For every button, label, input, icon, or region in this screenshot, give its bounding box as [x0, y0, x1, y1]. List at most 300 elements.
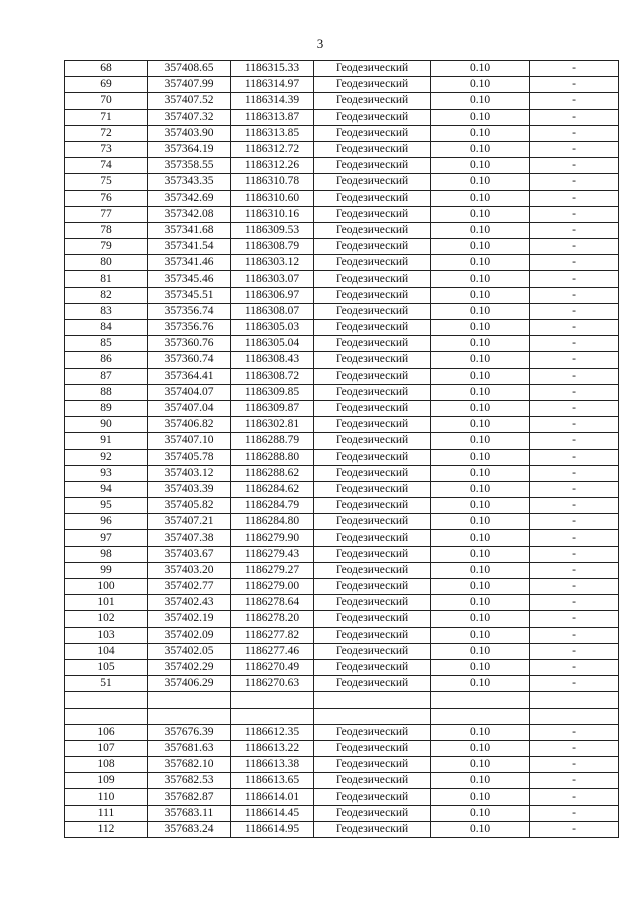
y-coordinate-cell: 1186270.63: [231, 676, 314, 692]
table-row: [65, 676, 619, 692]
x-coordinate-cell: 357682.53: [148, 773, 231, 789]
precision-cell: 0.10: [431, 611, 530, 627]
description-cell: -: [530, 579, 619, 595]
method-cell: Геодезический: [314, 141, 431, 157]
description-cell: -: [530, 368, 619, 384]
point-number-cell: 70: [65, 93, 148, 109]
precision-cell: 0.10: [431, 109, 530, 125]
point-number-cell: 72: [65, 125, 148, 141]
precision-cell: 0.10: [431, 659, 530, 675]
y-coordinate-cell: 1186303.07: [231, 271, 314, 287]
point-number-cell: 90: [65, 417, 148, 433]
y-coordinate-cell: 1186309.53: [231, 222, 314, 238]
description-cell: -: [530, 61, 619, 77]
x-coordinate-cell: 357403.12: [148, 465, 231, 481]
table-row: [65, 740, 619, 756]
precision-cell: 0.10: [431, 740, 530, 756]
x-coordinate-cell: 357342.08: [148, 206, 231, 222]
method-cell: Геодезический: [314, 61, 431, 77]
table-row: [65, 206, 619, 222]
point-number-cell: 105: [65, 659, 148, 675]
method-cell: Геодезический: [314, 109, 431, 125]
method-cell: Геодезический: [314, 271, 431, 287]
point-number-cell: 74: [65, 158, 148, 174]
table-row: [65, 530, 619, 546]
y-coordinate-cell: 1186303.12: [231, 255, 314, 271]
description-cell: -: [530, 433, 619, 449]
x-coordinate-cell: 357360.76: [148, 336, 231, 352]
description-cell: -: [530, 174, 619, 190]
x-coordinate-cell: 357407.21: [148, 514, 231, 530]
description-cell: -: [530, 611, 619, 627]
point-number-cell: 69: [65, 77, 148, 93]
method-cell: Геодезический: [314, 773, 431, 789]
table-row: [65, 789, 619, 805]
x-coordinate-cell: 357407.32: [148, 109, 231, 125]
method-cell: Геодезический: [314, 481, 431, 497]
point-number-cell: 71: [65, 109, 148, 125]
table-row: [65, 611, 619, 627]
empty-cell: [65, 692, 148, 708]
x-coordinate-cell: 357356.74: [148, 303, 231, 319]
y-coordinate-cell: 1186312.26: [231, 158, 314, 174]
table-row: [65, 724, 619, 740]
point-number-cell: 79: [65, 239, 148, 255]
method-cell: Геодезический: [314, 805, 431, 821]
table-row: [65, 433, 619, 449]
table-row: [65, 141, 619, 157]
table-row: [65, 595, 619, 611]
description-cell: -: [530, 740, 619, 756]
point-number-cell: 88: [65, 384, 148, 400]
table-row: [65, 821, 619, 837]
y-coordinate-cell: 1186309.85: [231, 384, 314, 400]
method-cell: Геодезический: [314, 174, 431, 190]
empty-cell: [231, 708, 314, 724]
table-row: [65, 336, 619, 352]
empty-cell: [148, 708, 231, 724]
precision-cell: 0.10: [431, 433, 530, 449]
point-number-cell: 110: [65, 789, 148, 805]
y-coordinate-cell: 1186306.97: [231, 287, 314, 303]
point-number-cell: 93: [65, 465, 148, 481]
x-coordinate-cell: 357407.99: [148, 77, 231, 93]
description-cell: -: [530, 287, 619, 303]
point-number-cell: 95: [65, 498, 148, 514]
y-coordinate-cell: 1186613.65: [231, 773, 314, 789]
precision-cell: 0.10: [431, 724, 530, 740]
y-coordinate-cell: 1186279.43: [231, 546, 314, 562]
method-cell: Геодезический: [314, 498, 431, 514]
x-coordinate-cell: 357682.10: [148, 757, 231, 773]
x-coordinate-cell: 357407.38: [148, 530, 231, 546]
y-coordinate-cell: 1186308.07: [231, 303, 314, 319]
precision-cell: 0.10: [431, 627, 530, 643]
point-number-cell: 84: [65, 320, 148, 336]
x-coordinate-cell: 357402.09: [148, 627, 231, 643]
precision-cell: 0.10: [431, 595, 530, 611]
precision-cell: 0.10: [431, 481, 530, 497]
method-cell: Геодезический: [314, 125, 431, 141]
description-cell: -: [530, 109, 619, 125]
y-coordinate-cell: 1186309.87: [231, 400, 314, 416]
point-number-cell: 76: [65, 190, 148, 206]
description-cell: -: [530, 724, 619, 740]
precision-cell: 0.10: [431, 141, 530, 157]
point-number-cell: 108: [65, 757, 148, 773]
y-coordinate-cell: 1186612.35: [231, 724, 314, 740]
description-cell: -: [530, 562, 619, 578]
y-coordinate-cell: 1186313.87: [231, 109, 314, 125]
point-number-cell: 78: [65, 222, 148, 238]
precision-cell: 0.10: [431, 773, 530, 789]
description-cell: -: [530, 514, 619, 530]
table-row: [65, 546, 619, 562]
method-cell: Геодезический: [314, 757, 431, 773]
precision-cell: 0.10: [431, 158, 530, 174]
table-row: [65, 449, 619, 465]
y-coordinate-cell: 1186270.49: [231, 659, 314, 675]
table-row: [65, 77, 619, 93]
x-coordinate-cell: 357406.82: [148, 417, 231, 433]
y-coordinate-cell: 1186614.45: [231, 805, 314, 821]
empty-cell: [148, 692, 231, 708]
method-cell: Геодезический: [314, 352, 431, 368]
precision-cell: 0.10: [431, 77, 530, 93]
method-cell: Геодезический: [314, 724, 431, 740]
method-cell: Геодезический: [314, 239, 431, 255]
y-coordinate-cell: 1186284.80: [231, 514, 314, 530]
x-coordinate-cell: 357403.20: [148, 562, 231, 578]
method-cell: Геодезический: [314, 514, 431, 530]
description-cell: -: [530, 222, 619, 238]
x-coordinate-cell: 357341.54: [148, 239, 231, 255]
table-row: [65, 271, 619, 287]
description-cell: -: [530, 239, 619, 255]
table-row: [65, 255, 619, 271]
precision-cell: 0.10: [431, 562, 530, 578]
method-cell: Геодезический: [314, 384, 431, 400]
point-number-cell: 97: [65, 530, 148, 546]
point-number-cell: 68: [65, 61, 148, 77]
point-number-cell: 87: [65, 368, 148, 384]
x-coordinate-cell: 357405.82: [148, 498, 231, 514]
y-coordinate-cell: 1186302.81: [231, 417, 314, 433]
description-cell: -: [530, 773, 619, 789]
empty-row: [65, 692, 619, 708]
y-coordinate-cell: 1186278.64: [231, 595, 314, 611]
description-cell: -: [530, 125, 619, 141]
precision-cell: 0.10: [431, 465, 530, 481]
description-cell: -: [530, 449, 619, 465]
point-number-cell: 89: [65, 400, 148, 416]
method-cell: Геодезический: [314, 93, 431, 109]
y-coordinate-cell: 1186613.38: [231, 757, 314, 773]
table-row: [65, 109, 619, 125]
description-cell: -: [530, 190, 619, 206]
precision-cell: 0.10: [431, 546, 530, 562]
method-cell: Геодезический: [314, 222, 431, 238]
method-cell: Геодезический: [314, 643, 431, 659]
description-cell: -: [530, 255, 619, 271]
point-number-cell: 111: [65, 805, 148, 821]
point-number-cell: 103: [65, 627, 148, 643]
precision-cell: 0.10: [431, 530, 530, 546]
precision-cell: 0.10: [431, 498, 530, 514]
x-coordinate-cell: 357406.29: [148, 676, 231, 692]
precision-cell: 0.10: [431, 579, 530, 595]
description-cell: -: [530, 481, 619, 497]
description-cell: -: [530, 77, 619, 93]
point-number-cell: 99: [65, 562, 148, 578]
table-row: [65, 465, 619, 481]
point-number-cell: 101: [65, 595, 148, 611]
point-number-cell: 96: [65, 514, 148, 530]
point-number-cell: 109: [65, 773, 148, 789]
precision-cell: 0.10: [431, 93, 530, 109]
y-coordinate-cell: 1186314.97: [231, 77, 314, 93]
point-number-cell: 75: [65, 174, 148, 190]
table-row: [65, 481, 619, 497]
table-row: [65, 400, 619, 416]
precision-cell: 0.10: [431, 449, 530, 465]
point-number-cell: 85: [65, 336, 148, 352]
description-cell: -: [530, 303, 619, 319]
y-coordinate-cell: 1186279.00: [231, 579, 314, 595]
precision-cell: 0.10: [431, 61, 530, 77]
description-cell: -: [530, 659, 619, 675]
precision-cell: 0.10: [431, 174, 530, 190]
precision-cell: 0.10: [431, 320, 530, 336]
table-row: [65, 320, 619, 336]
point-number-cell: 104: [65, 643, 148, 659]
method-cell: Геодезический: [314, 287, 431, 303]
table-row: [65, 158, 619, 174]
y-coordinate-cell: 1186313.85: [231, 125, 314, 141]
method-cell: Геодезический: [314, 417, 431, 433]
x-coordinate-cell: 357682.87: [148, 789, 231, 805]
y-coordinate-cell: 1186288.62: [231, 465, 314, 481]
precision-cell: 0.10: [431, 643, 530, 659]
x-coordinate-cell: 357341.68: [148, 222, 231, 238]
empty-cell: [231, 692, 314, 708]
description-cell: -: [530, 465, 619, 481]
precision-cell: 0.10: [431, 368, 530, 384]
y-coordinate-cell: 1186308.43: [231, 352, 314, 368]
table-row: [65, 287, 619, 303]
precision-cell: 0.10: [431, 514, 530, 530]
precision-cell: 0.10: [431, 222, 530, 238]
page-number: 3: [316, 36, 324, 51]
method-cell: Геодезический: [314, 336, 431, 352]
method-cell: Геодезический: [314, 821, 431, 837]
table-row: [65, 579, 619, 595]
x-coordinate-cell: 357681.63: [148, 740, 231, 756]
point-number-cell: 106: [65, 724, 148, 740]
y-coordinate-cell: 1186310.16: [231, 206, 314, 222]
method-cell: Геодезический: [314, 77, 431, 93]
point-number-cell: 102: [65, 611, 148, 627]
y-coordinate-cell: 1186277.46: [231, 643, 314, 659]
description-cell: -: [530, 530, 619, 546]
y-coordinate-cell: 1186277.82: [231, 627, 314, 643]
description-cell: -: [530, 546, 619, 562]
table-row: [65, 352, 619, 368]
precision-cell: 0.10: [431, 190, 530, 206]
description-cell: -: [530, 757, 619, 773]
description-cell: -: [530, 627, 619, 643]
description-cell: -: [530, 352, 619, 368]
table-row: [65, 222, 619, 238]
y-coordinate-cell: 1186305.03: [231, 320, 314, 336]
table-row: [65, 659, 619, 675]
method-cell: Геодезический: [314, 627, 431, 643]
y-coordinate-cell: 1186614.95: [231, 821, 314, 837]
point-number-cell: 112: [65, 821, 148, 837]
description-cell: -: [530, 141, 619, 157]
method-cell: Геодезический: [314, 740, 431, 756]
point-number-cell: 73: [65, 141, 148, 157]
x-coordinate-cell: 357408.65: [148, 61, 231, 77]
table-row: [65, 562, 619, 578]
table-row: [65, 627, 619, 643]
method-cell: Геодезический: [314, 465, 431, 481]
empty-cell: [314, 708, 431, 724]
empty-cell: [431, 692, 530, 708]
description-cell: -: [530, 643, 619, 659]
empty-cell: [431, 708, 530, 724]
method-cell: Геодезический: [314, 303, 431, 319]
precision-cell: 0.10: [431, 271, 530, 287]
x-coordinate-cell: 357343.35: [148, 174, 231, 190]
x-coordinate-cell: 357402.43: [148, 595, 231, 611]
precision-cell: 0.10: [431, 789, 530, 805]
point-number-cell: 51: [65, 676, 148, 692]
table-row: [65, 384, 619, 400]
point-number-cell: 82: [65, 287, 148, 303]
table-row: [65, 514, 619, 530]
x-coordinate-cell: 357402.05: [148, 643, 231, 659]
x-coordinate-cell: 357402.19: [148, 611, 231, 627]
x-coordinate-cell: 357405.78: [148, 449, 231, 465]
description-cell: -: [530, 384, 619, 400]
description-cell: -: [530, 206, 619, 222]
x-coordinate-cell: 357345.46: [148, 271, 231, 287]
method-cell: Геодезический: [314, 579, 431, 595]
point-number-cell: 83: [65, 303, 148, 319]
precision-cell: 0.10: [431, 303, 530, 319]
x-coordinate-cell: 357358.55: [148, 158, 231, 174]
table-row: [65, 757, 619, 773]
description-cell: -: [530, 400, 619, 416]
x-coordinate-cell: 357404.07: [148, 384, 231, 400]
method-cell: Геодезический: [314, 255, 431, 271]
point-number-cell: 80: [65, 255, 148, 271]
x-coordinate-cell: 357364.41: [148, 368, 231, 384]
precision-cell: 0.10: [431, 417, 530, 433]
precision-cell: 0.10: [431, 352, 530, 368]
x-coordinate-cell: 357407.04: [148, 400, 231, 416]
precision-cell: 0.10: [431, 336, 530, 352]
y-coordinate-cell: 1186314.39: [231, 93, 314, 109]
y-coordinate-cell: 1186308.79: [231, 239, 314, 255]
precision-cell: 0.10: [431, 676, 530, 692]
description-cell: -: [530, 821, 619, 837]
x-coordinate-cell: 357364.19: [148, 141, 231, 157]
precision-cell: 0.10: [431, 400, 530, 416]
y-coordinate-cell: 1186315.33: [231, 61, 314, 77]
x-coordinate-cell: 357407.10: [148, 433, 231, 449]
table-row: [65, 643, 619, 659]
precision-cell: 0.10: [431, 255, 530, 271]
method-cell: Геодезический: [314, 190, 431, 206]
description-cell: -: [530, 320, 619, 336]
table-row: [65, 368, 619, 384]
point-number-cell: 94: [65, 481, 148, 497]
description-cell: -: [530, 158, 619, 174]
precision-cell: 0.10: [431, 125, 530, 141]
y-coordinate-cell: 1186308.72: [231, 368, 314, 384]
method-cell: Геодезический: [314, 659, 431, 675]
description-cell: -: [530, 595, 619, 611]
description-cell: -: [530, 271, 619, 287]
method-cell: Геодезический: [314, 433, 431, 449]
table-row: [65, 417, 619, 433]
y-coordinate-cell: 1186310.60: [231, 190, 314, 206]
empty-cell: [530, 692, 619, 708]
x-coordinate-cell: 357676.39: [148, 724, 231, 740]
y-coordinate-cell: 1186284.79: [231, 498, 314, 514]
method-cell: Геодезический: [314, 530, 431, 546]
table-row: [65, 93, 619, 109]
precision-cell: 0.10: [431, 757, 530, 773]
method-cell: Геодезический: [314, 368, 431, 384]
x-coordinate-cell: 357403.39: [148, 481, 231, 497]
x-coordinate-cell: 357356.76: [148, 320, 231, 336]
point-number-cell: 98: [65, 546, 148, 562]
precision-cell: 0.10: [431, 821, 530, 837]
method-cell: Геодезический: [314, 676, 431, 692]
description-cell: -: [530, 417, 619, 433]
coordinates-table: [64, 60, 619, 838]
point-number-cell: 91: [65, 433, 148, 449]
y-coordinate-cell: 1186278.20: [231, 611, 314, 627]
x-coordinate-cell: 357345.51: [148, 287, 231, 303]
y-coordinate-cell: 1186288.79: [231, 433, 314, 449]
point-number-cell: 107: [65, 740, 148, 756]
table-row: [65, 773, 619, 789]
table-row: [65, 61, 619, 77]
point-number-cell: 77: [65, 206, 148, 222]
table-row: [65, 125, 619, 141]
x-coordinate-cell: 357683.11: [148, 805, 231, 821]
point-number-cell: 86: [65, 352, 148, 368]
description-cell: -: [530, 789, 619, 805]
description-cell: -: [530, 93, 619, 109]
method-cell: Геодезический: [314, 449, 431, 465]
precision-cell: 0.10: [431, 287, 530, 303]
x-coordinate-cell: 357360.74: [148, 352, 231, 368]
empty-cell: [530, 708, 619, 724]
table-row: [65, 239, 619, 255]
precision-cell: 0.10: [431, 384, 530, 400]
method-cell: Геодезический: [314, 320, 431, 336]
method-cell: Геодезический: [314, 789, 431, 805]
y-coordinate-cell: 1186284.62: [231, 481, 314, 497]
description-cell: -: [530, 498, 619, 514]
table-row: [65, 174, 619, 190]
y-coordinate-cell: 1186279.27: [231, 562, 314, 578]
